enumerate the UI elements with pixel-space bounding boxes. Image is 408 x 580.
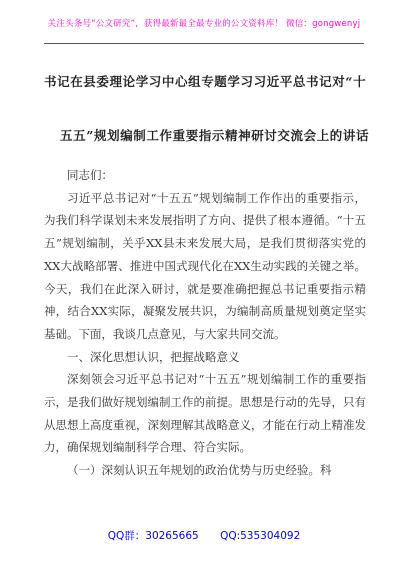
subsection-heading: （一）深刻认识五年规划的政治优势与历史经验。科: [67, 463, 332, 478]
header-note: 关注头条号“公文研究”，获得最新最全最专业的公文资料库！ 微信：gongwenyj: [47, 19, 361, 29]
body-paragraph: 深刻领会习近平总书记对“十五五”规划编制工作的重要指示，是我们做好规划编制工作的前提。思想是行动的先导，只有从思想上高度重视，深刻理解其战略意义，才能在行动上精准发力，确保规划编制科学合理、符合实际。: [44, 372, 366, 455]
header-divider: [44, 43, 364, 44]
footer-qq-group: QQ群：30265665: [107, 530, 199, 542]
document-title-line-1: 书记在县委理论学习中心组专题学习习近平总书记对“十: [44, 74, 367, 89]
document-title-line-2: 五五”规划编制工作重要指示精神研讨交流会上的讲话: [60, 128, 370, 143]
document-body: [44, 164, 366, 482]
footer-qq-number: QQ:535304092: [220, 530, 301, 542]
footer-contact: [0, 528, 408, 543]
salutation: 同志们：: [67, 168, 113, 182]
body-paragraph: 习近平总书记对“十五五”规划编制工作作出的重要指示，为我们科学谋划未来发展指明了方向、提供了根本遵循。“十五五”规划编制，关乎XX县未来发展大局，是我们贯彻落实党的XX大战略部署、推进中国式现代化在XX生动实践的关键之举。今天，我们在此深入研讨，就是要准确把握总书记重要指示精神，结合XX实际，凝聚发展共识，为编制高质量规划奠定坚实基础。下面，我谈几点意见，与大家共同交流。: [44, 190, 366, 341]
section-heading: 一、深化思想认识，把握战略意义: [67, 349, 240, 364]
